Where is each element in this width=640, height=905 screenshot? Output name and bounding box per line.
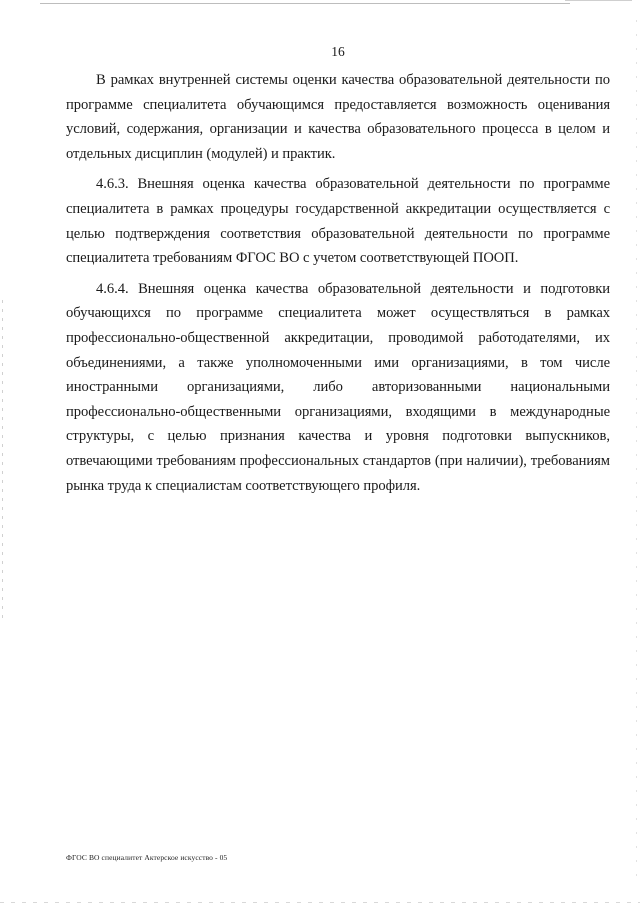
scan-edge-bottom xyxy=(0,902,640,903)
scan-edge-right xyxy=(636,20,637,880)
scan-edge-top xyxy=(40,3,570,4)
paragraph-4-6-3: 4.6.3. Внешняя оценка качества образовательной деятельности по программе специалитета в рамках процедуры государственной аккредитации осуществляется с целью подтверждения соответствия образовательной деятельности по программе специалитета требованиям ФГОС ВО с учетом соответствующей ПООП. xyxy=(66,176,610,267)
paragraph-4-6-4: 4.6.4. Внешняя оценка качества образовательной деятельности и подготовки обучающихся по программе специалитета может осуществляться в рамках профессионально-общественной аккредитации, проводимой работодателями, их объединениями, а также уполномоченными ими организациями, в том числе иностранными организациями, либо авторизованными национальными профессионально-общественными организациями, входящими в международные структуры, с целью признания качества и уровня подготовки выпускников, отвечающими требованиям профессиональных стандартов (при наличии), требованиям рынка труда к специалистам соответствующего профиля. xyxy=(66,280,610,494)
page-footer: ФГОС ВО специалитет Актерское искусство - 05 xyxy=(66,853,228,862)
scan-edge-top-right xyxy=(565,0,632,1)
page-number: 16 xyxy=(331,44,345,59)
document-body xyxy=(66,68,610,504)
paragraph-internal-assessment: В рамках внутренней системы оценки качества образовательной деятельности по программе специалитета обучающимся предоставляется возможность оценивания условий, содержания, организации и качества образовательного процесса в целом и отдельных дисциплин (модулей) и практик. xyxy=(66,72,610,162)
scan-edge-left xyxy=(2,300,3,620)
